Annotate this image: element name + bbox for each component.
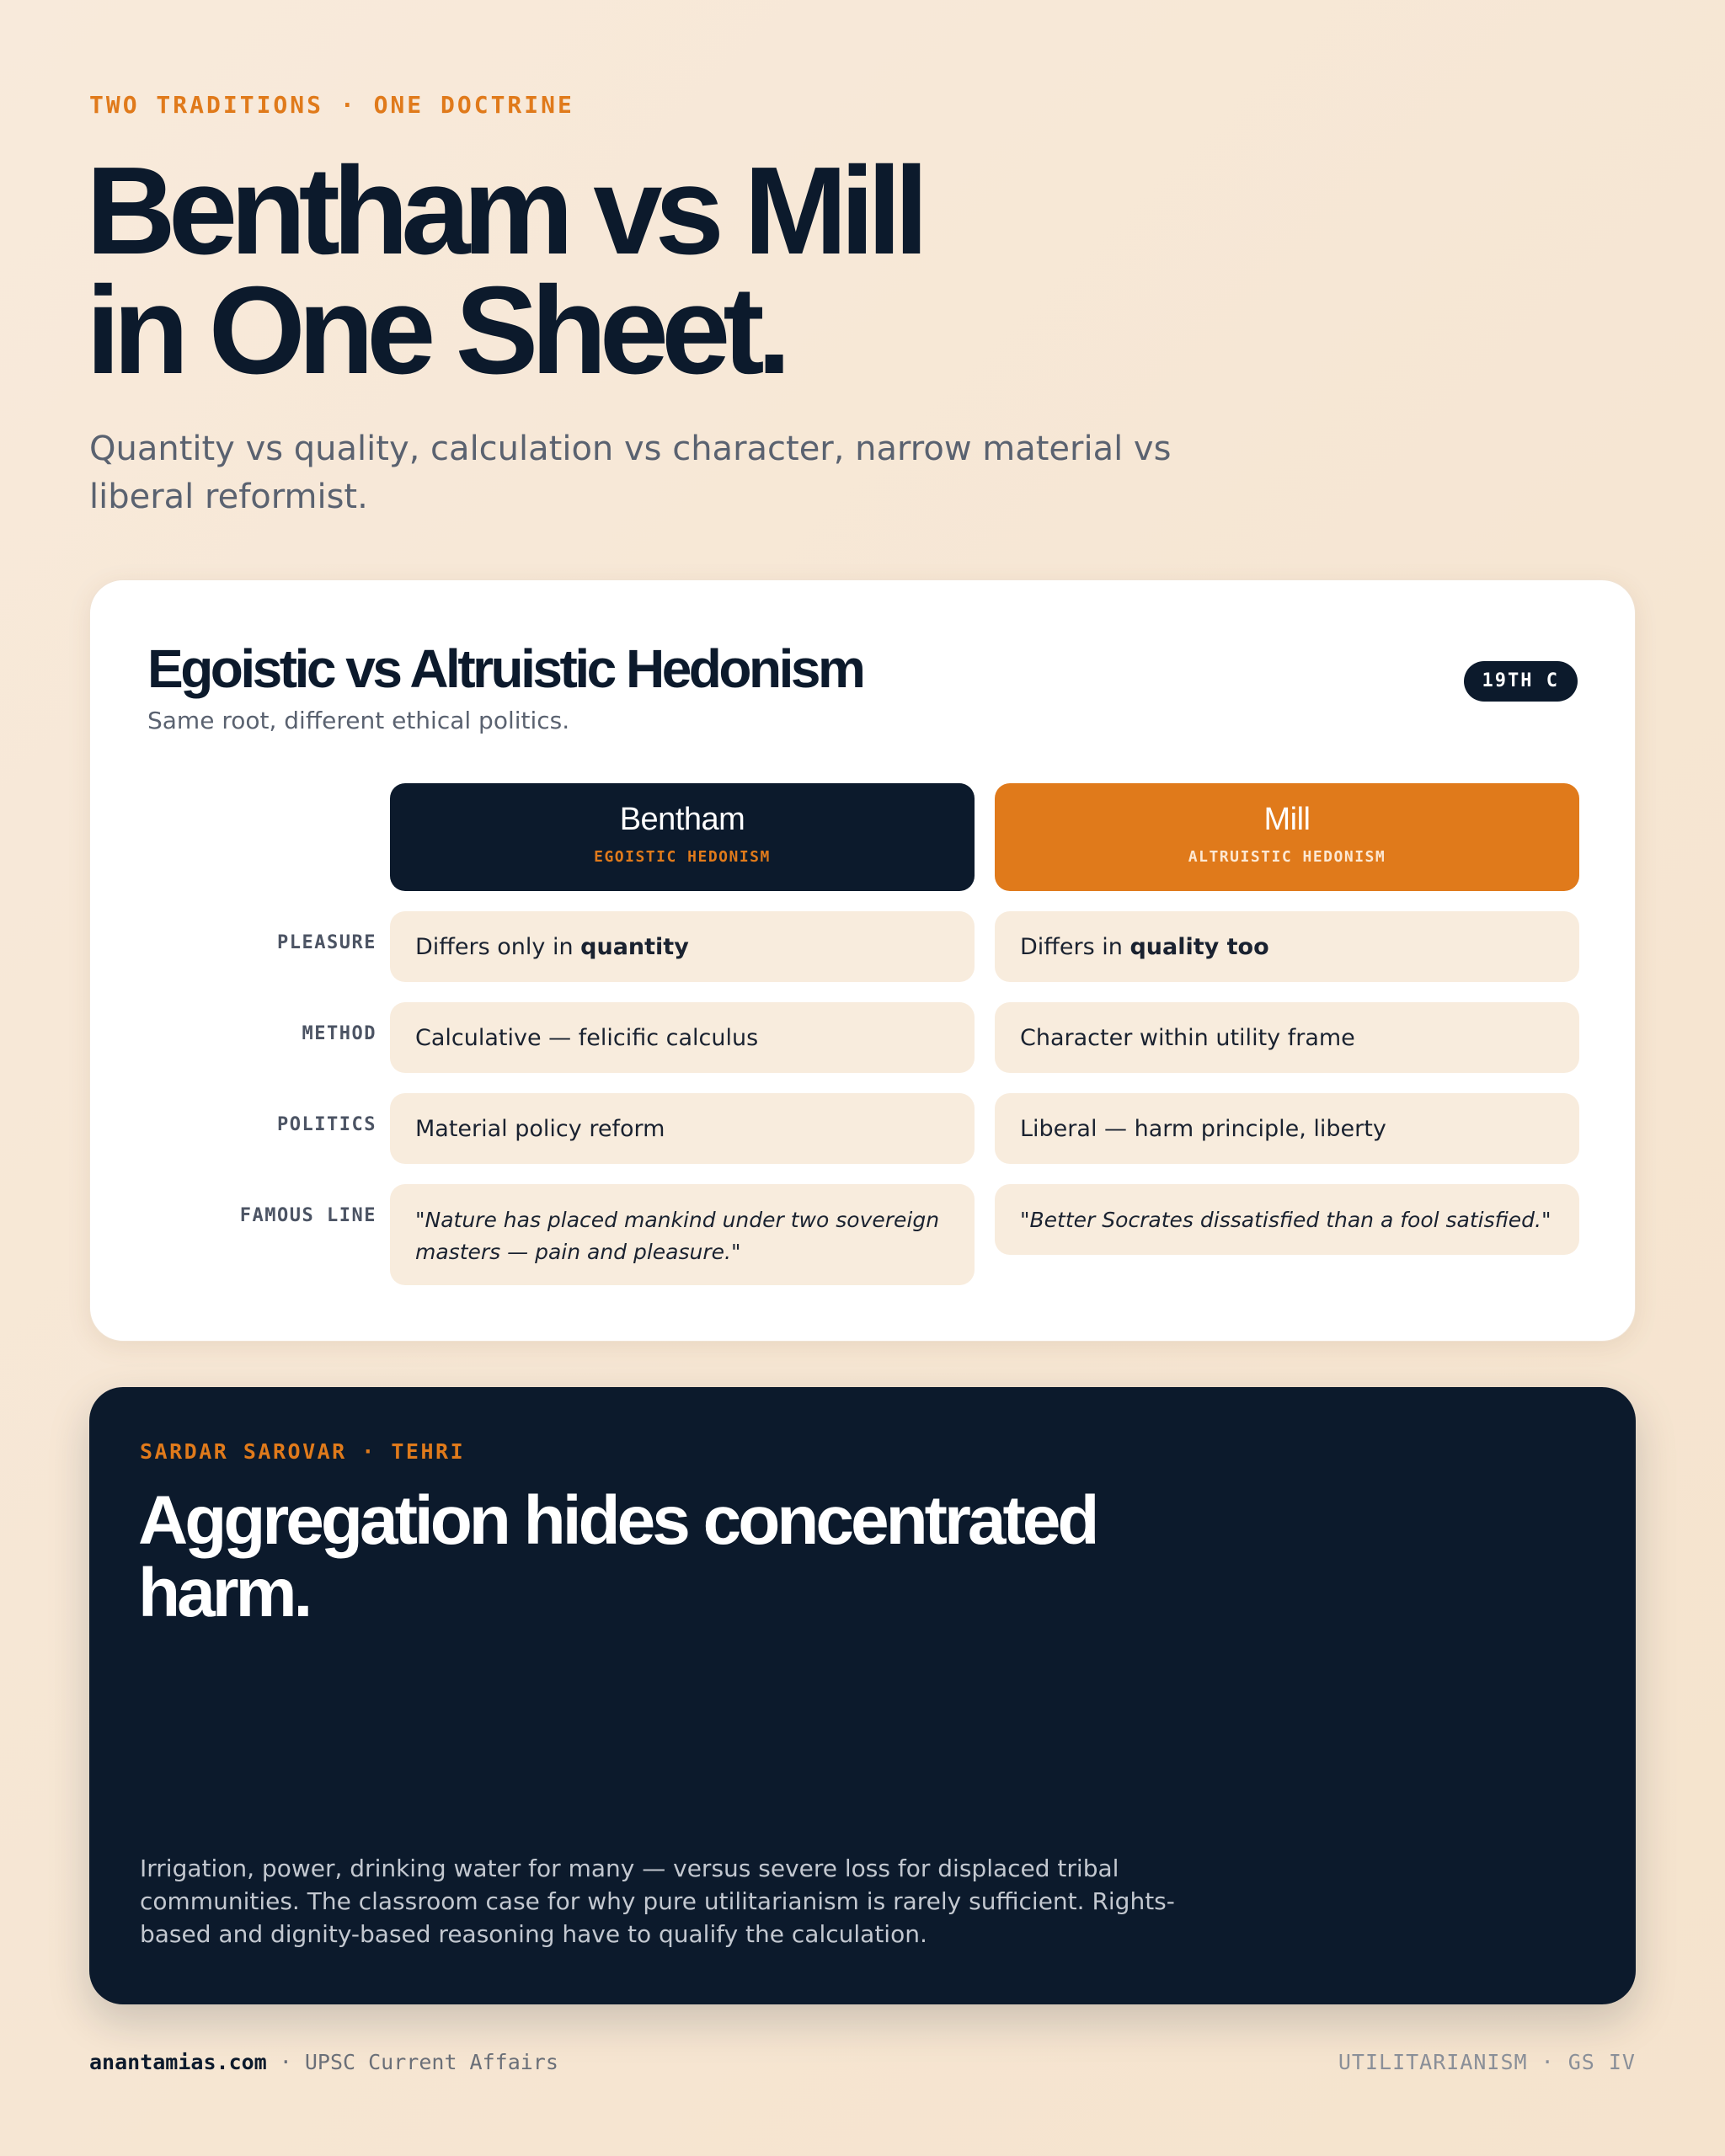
page: [86, 0, 1636, 2156]
cell-bentham-pleasure: [390, 911, 975, 982]
footer-tagline: UPSC Current Affairs: [304, 2050, 558, 2074]
row-label-politics: POLITICS: [277, 1114, 377, 1135]
cell-bentham-politics: [390, 1093, 975, 1164]
row-label-pleasure: PLEASURE: [277, 932, 377, 953]
cell-mill-famous-line: [995, 1184, 1579, 1255]
case-eyebrow: SARDAR SAROVAR · TEHRI: [140, 1439, 466, 1464]
column-tag-mill: ALTRUISTIC HEDONISM: [1188, 848, 1386, 866]
page-title-line-2: in One Sheet.: [86, 261, 784, 400]
cell-text: Character within utility frame: [1020, 1024, 1355, 1051]
comparison-title: Egoistic vs Altruistic Hedonism: [147, 638, 863, 699]
case-study-card: [89, 1387, 1636, 2004]
cell-text: Differs in quality too: [1020, 933, 1269, 960]
column-header-bentham: [390, 783, 975, 891]
hero-eyebrow: TWO TRADITIONS · ONE DOCTRINE: [89, 91, 574, 119]
column-header-mill: [995, 783, 1579, 891]
cell-mill-politics: [995, 1093, 1579, 1164]
comparison-subtitle: Same root, different ethical politics.: [147, 707, 570, 734]
footer: [89, 2050, 1636, 2074]
case-title: Aggregation hides concentrated harm.: [138, 1482, 1097, 1631]
cell-bentham-method: [390, 1002, 975, 1073]
cell-text: Calculative — felicific calculus: [415, 1024, 759, 1051]
cell-text: "Better Socrates dissatisfied than a fool satisfied.": [1020, 1208, 1551, 1232]
page-title-line-1: Bentham vs Mill: [86, 141, 921, 280]
page-subtitle: Quantity vs quality, calculation vs character, narrow material vs liberal reformist.: [89, 430, 1172, 516]
case-body: Irrigation, power, drinking water for many — versus severe loss for displaced tribal communities. The classroom case for why pure utilitarianism is rarely sufficient. Rights-based and dignity-based reasoning have to qualify the calculation.: [140, 1854, 1175, 1948]
cell-text: Material policy reform: [415, 1115, 665, 1142]
column-tag-bentham: EGOISTIC HEDONISM: [594, 848, 771, 866]
column-name-bentham: Bentham: [619, 802, 745, 837]
cell-text: Liberal — harm principle, liberty: [1020, 1115, 1386, 1142]
cell-text: Differs only in quantity: [415, 933, 689, 960]
row-label-famous-line: FAMOUS LINE: [239, 1205, 377, 1226]
cell-mill-method: [995, 1002, 1579, 1073]
footer-topic: UTILITARIANISM · GS IV: [1338, 2050, 1636, 2074]
column-name-mill: Mill: [1263, 802, 1311, 837]
footer-site[interactable]: anantamias.com: [89, 2050, 267, 2074]
footer-separator: ·: [266, 2050, 305, 2074]
cell-text: "Nature has placed mankind under two sovereign masters — pain and pleasure.": [415, 1208, 940, 1264]
cell-bentham-famous-line: [390, 1184, 975, 1285]
page-title: [86, 141, 921, 400]
era-badge: 19TH C: [1464, 661, 1578, 702]
cell-mill-pleasure: [995, 911, 1579, 982]
comparison-card: [89, 579, 1636, 1342]
row-label-method: METHOD: [302, 1023, 377, 1044]
